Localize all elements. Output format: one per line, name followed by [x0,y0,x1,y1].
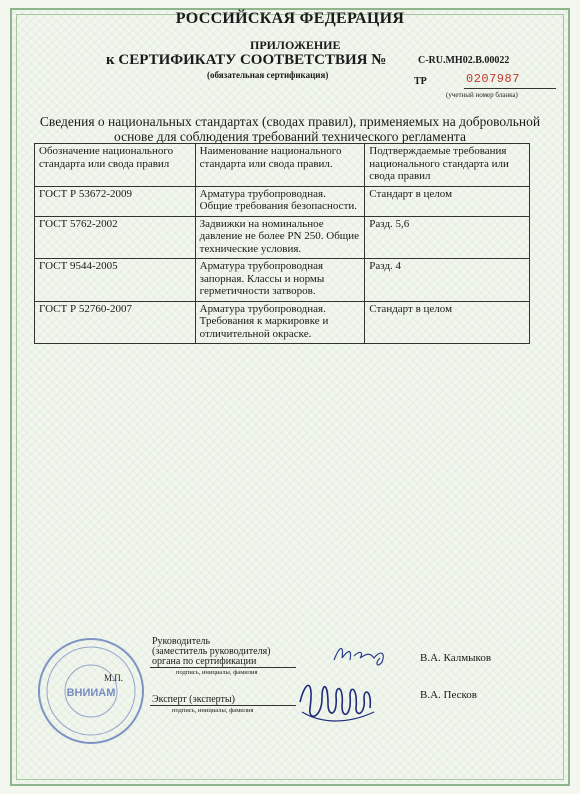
expert-label: Эксперт (эксперты) [152,694,235,705]
appendix-label: ПРИЛОЖЕНИЕ [250,38,341,52]
table-cell: Стандарт в целом [365,301,530,344]
table-cell: ГОСТ Р 53672-2009 [35,186,196,216]
table-header-cell: Наименование национального стандарта или свода правил. [195,144,365,187]
certificate-title: к СЕРТИФИКАТУ СООТВЕТСТВИЯ № [106,52,387,68]
table-cell: Арматура трубопроводная запорная. Классы и нормы герметичности затворов. [195,259,365,302]
table-cell: ГОСТ 9544-2005 [35,259,196,302]
head-label-1: Руководитель [152,636,211,647]
table-header-row [35,144,530,187]
stamp-text: ВНИИАМ [66,687,116,699]
head-name: В.А. Калмыков [420,652,492,664]
table-row [35,216,530,259]
blank-number-note: (учетный номер бланка) [446,91,518,99]
table-cell: Стандарт в целом [365,186,530,216]
head-label-2: (заместитель руководителя) [152,646,271,657]
expert-caption: подпись, инициалы, фамилия [172,707,254,714]
table-cell: Арматура трубопроводная. Общие требования безопасности. [195,186,365,216]
mp-label: М.П. [104,673,124,683]
table-cell: Задвижки на номинальное давление не более PN 250. Общие технические условия. [195,216,365,259]
table-header-cell: Обозначение национального стандарта или свода правил [35,144,196,187]
blank-number: 0207987 [466,72,520,86]
table-cell: ГОСТ Р 52760-2007 [35,301,196,344]
table-cell: Разд. 5,6 [365,216,530,259]
seal-stamp [36,636,146,746]
table-cell: ГОСТ 5762-2002 [35,216,196,259]
standards-table [34,143,530,344]
country-title: РОССИЙСКАЯ ФЕДЕРАЦИЯ [175,10,405,27]
intro-text: Сведения о национальных стандартах (сводах правил), применяемых на добровольной основе для соблюдения требований технического регламента [39,114,541,144]
table-header-cell: Подтверждаемые требования национального стандарта или свода правил [365,144,530,187]
certification-type: (обязательная сертификация) [207,70,329,80]
expert-signature [292,668,382,730]
expert-name: В.А. Песков [420,689,477,701]
table-row [35,259,530,302]
certificate-number: C-RU.МН02.В.00022 [418,55,510,66]
head-signature [330,640,400,670]
head-caption: подпись, инициалы, фамилия [176,669,258,676]
table-row [35,301,530,344]
table-cell: Разд. 4 [365,259,530,302]
head-label-3: органа по сертификации [152,656,257,667]
tp-label: ТР [414,76,427,87]
table-row [35,186,530,216]
table-cell: Арматура трубопроводная. Требования к маркировке и отличительной окраске. [195,301,365,344]
